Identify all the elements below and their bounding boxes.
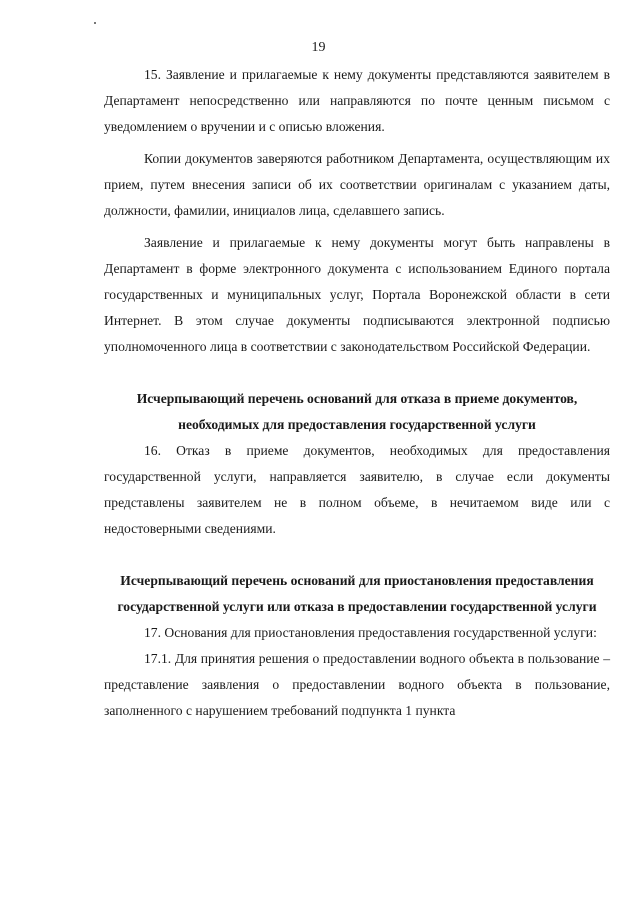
paragraph-copies: Копии документов заверяются работником Департамента, осуществляющим их прием, путем внесения записи об их соответствии оригиналам с указанием даты, должности, фамилии, инициалов лица, сделавшего запись. <box>104 151 610 218</box>
scan-speck <box>94 22 96 24</box>
paragraph-electronic: Заявление и прилагаемые к нему документы могут быть направлены в Департамент в форме электронного документа с использованием Единого портала государственных и муниципальных услуг, Портала Воронежской области в сети Интернет. В этом случае документы подписываются электронной подписью уполномоченного лица в соответствии с законодательством Российской Федерации. <box>104 235 610 354</box>
paragraph-15: 15. Заявление и прилагаемые к нему документы представляются заявителем в Департамент непосредственно или направляются по почте ценным письмом с уведомлением о вручении и с описью вложения. <box>104 67 610 134</box>
section-heading-refusal-acceptance: Исчерпывающий перечень оснований для отказа в приеме документов, необходимых для предоставления государственной услуги <box>136 391 578 432</box>
section-heading-suspension: Исчерпывающий перечень оснований для приостановления предоставления государственной услуги или отказа в предоставлении государственной услуги <box>117 573 597 614</box>
paragraph-16: 16. Отказ в приеме документов, необходимых для предоставления государственной услуги, направляется заявителю, в случае если документы представлены заявителем не в полном объеме, в нечитаемом виде или с недостоверными сведениями. <box>104 443 610 536</box>
paragraph-17-1: 17.1. Для принятия решения о предоставлении водного объекта в пользование – представление заявления о предоставлении водного объекта в пользование, заполненного с нарушением требований подпункта 1 пункта <box>104 651 610 718</box>
paragraph-17: 17. Основания для приостановления предоставления государственной услуги: <box>144 625 597 640</box>
page-number: 19 <box>311 40 326 55</box>
document-body <box>104 62 610 724</box>
